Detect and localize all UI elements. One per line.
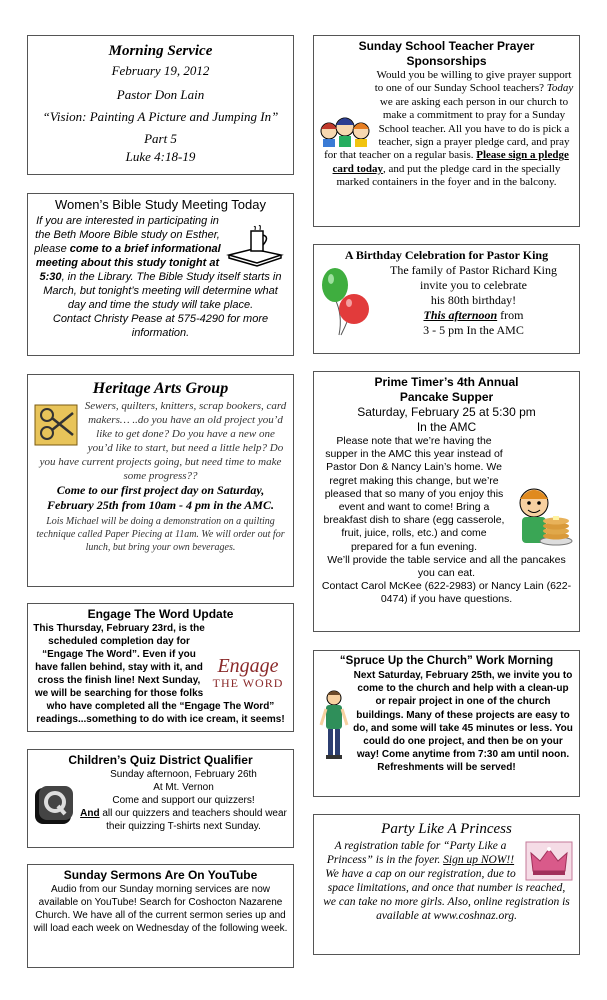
birthday-line-2: invite you to celebrate: [420, 278, 527, 292]
princess-box: [313, 814, 580, 955]
heritage-project-day: Come to our first project day on Saturday, February 25th from 10am - 4 pm in the AMC.: [47, 483, 274, 512]
birthday-afternoon: This afternoon: [423, 308, 498, 322]
birthday-line-1: The family of Pastor Richard King: [390, 263, 557, 277]
worker-icon: [319, 689, 349, 761]
pancake-child-icon: [512, 481, 574, 551]
birthday-from: from: [497, 308, 524, 322]
prime-timers-body-2: We’ll provide the table service and all the pancakes you can eat.: [327, 553, 566, 580]
princess-signup: Sign up NOW!!: [443, 854, 515, 866]
children-praying-icon: [319, 109, 371, 149]
prime-timers-body-1: Please note that we’re having the supper in the AMC this year instead of Pastor Don & Nancy Lain’s home. We regret making this change, but we’re pleased that so many of you enjoy this event and want to come! Bring a breakfast dish to share (egg casserole, fruit, juice, rolls, etc.) and come prepared for a fun evening.: [323, 435, 505, 553]
scripture: Luke 4:18-19: [125, 149, 196, 164]
heritage-text-1: Sewers, quilters, knitters, scrap bookers, card makers… ..do you have an old project you’d like to get done? Do you have a new one you’d like to start, but need a little help? Do you have current projects going, but need time to make some progress??: [39, 400, 287, 482]
crown-icon: [525, 841, 573, 881]
spruce-title: “Spruce Up the Church” Work Morning: [339, 655, 554, 667]
womens-study-contact: Contact Christy Pease at 575-4290 for more information.: [52, 313, 269, 339]
scissors-icon: [33, 403, 79, 447]
prime-timers-location: In the AMC: [416, 420, 477, 434]
spruce-body: Next Saturday, February 25th, we invite you to come to the church and help with a clean-up or repair project in one of the church buildings. Many of these projects are easy to do, and some will take 45 minutes or less. You could do one project, and then be on your way! Come anytime from 7:30 am until noon.: [353, 670, 573, 761]
bible-icon: [225, 225, 285, 267]
princess-text-2: We have a cap on our registration, due to space limitations, and once that number is reached, we can take no more girls. Also, online registration is available at www.coshnaz.org.: [323, 868, 570, 922]
engage-body: This Thursday, February 23rd, is the scheduled completion day for “Engage The Word”. Even if you have fallen behind, stay with it, and cross the finish line! Next Sunday, we will be searching for those folks who have completed all the “Engage The Word” readings...something to do with ice cream, it seems!: [33, 623, 285, 725]
service-date: February 19, 2012: [111, 63, 210, 78]
ss-prayer-text-3: , and put the pledge card in the specially marked containers in the foyer and in the balcony.: [336, 162, 561, 189]
engage-word-logo: [208, 656, 288, 698]
birthday-line-3: his 80th birthday!: [430, 293, 517, 307]
birthday-box: [313, 244, 580, 354]
womens-study-text-2: , in the Library. The Bible Study itself starts in March, but tonight’s meeting will determine what day and time the study will take place.: [43, 271, 282, 311]
womens-study-title: Women’s Bible Study Meeting Today: [54, 197, 266, 212]
ss-prayer-text-1: Would you be willing to give prayer support to one of our Sunday School teachers?: [374, 69, 572, 95]
spruce-refreshments: Refreshments will be served!: [377, 762, 516, 774]
quiz-and: And: [80, 808, 100, 819]
princess-text-1: A registration table for “Party Like a Princess” is in the foyer.: [326, 840, 507, 866]
quiz-q-icon: [33, 784, 75, 828]
heritage-arts-box: [27, 374, 294, 587]
ss-prayer-today: Today: [546, 82, 574, 95]
quiz-line-3: Come and support our quizzers!: [112, 795, 255, 806]
quiz-qualifier-box: [27, 749, 294, 848]
balloons-icon: [319, 265, 371, 337]
youtube-body: Audio from our Sunday morning services are now available on YouTube! Search for Coshocton Nazarene Church. We have all of the current sermon series up and will load each week on Wednesday of the following week.: [33, 884, 288, 934]
youtube-title: Sunday Sermons Are On YouTube: [63, 868, 258, 882]
engage-word-box: [27, 603, 294, 732]
birthday-title: A Birthday Celebration for Pastor King: [344, 248, 549, 262]
heritage-text-2: Lois Michael will be doing a demonstration on a quilting technique called Paper Piecing at 11am. We will order out for lunch, but bring your own beverages.: [36, 516, 285, 553]
heritage-title: Heritage Arts Group: [92, 380, 229, 397]
youtube-box: [27, 864, 294, 968]
ss-prayer-box: [313, 35, 580, 227]
ss-prayer-title: Sunday School Teacher Prayer Sponsorships: [358, 39, 535, 68]
womens-study-text-1: If you are interested in participating in the Beth Moore Bible study on Esther, please: [34, 215, 220, 255]
prime-timers-title-2: Pancake Supper: [399, 390, 494, 404]
spruce-up-box: [313, 650, 580, 797]
pastor-name: Pastor Don Lain: [116, 87, 205, 102]
morning-service-title: Morning Service: [108, 43, 213, 59]
engage-title: Engage The Word Update: [87, 607, 234, 621]
prime-timers-contact: Contact Carol McKee (622-2983) or Nancy Lain (622-0474) if you have questions.: [321, 580, 572, 606]
princess-title: Party Like A Princess: [381, 821, 512, 837]
sermon-title: “Vision: Painting A Picture and Jumping In”: [42, 109, 279, 124]
engage-logo-line-1: Engage: [217, 655, 279, 677]
quiz-title: Children’s Quiz District Qualifier: [68, 753, 253, 767]
prime-timers-title-1: Prime Timer’s 4th Annual: [374, 375, 519, 389]
ss-prayer-pledge: Please sign a pledge card today: [332, 149, 569, 175]
womens-bible-study-box: [27, 193, 294, 356]
quiz-line-4-text: all our quizzers and teachers should wear their quizzing T-shirts next Sunday.: [99, 808, 287, 832]
sermon-part: Part 5: [144, 131, 177, 146]
ss-prayer-text-2: we are asking each person in our church to make a commitment to pray for a Sunday School teacher. All you have to do is pick a teacher, sign a prayer pledge card, and pray for that teacher on a regular basis.: [324, 95, 570, 162]
morning-service-box: [27, 35, 294, 175]
quiz-line-1: Sunday afternoon, February 26th: [110, 769, 257, 780]
prime-timers-box: [313, 371, 580, 632]
birthday-line-5: 3 - 5 pm In the AMC: [423, 323, 524, 337]
quiz-line-2: At Mt. Vernon: [153, 782, 214, 793]
prime-timers-date: Saturday, February 25 at 5:30 pm: [357, 405, 536, 419]
womens-study-meeting: come to a brief informational meeting about this study tonight at 5:30: [35, 243, 221, 283]
engage-logo-line-2: THE WORD: [212, 676, 284, 690]
